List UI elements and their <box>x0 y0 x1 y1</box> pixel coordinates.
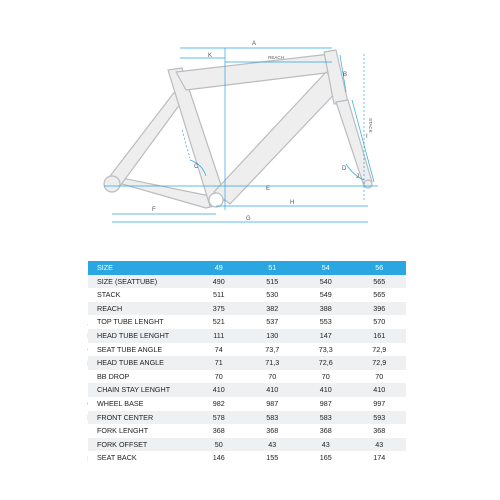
label-d: D <box>342 166 347 172</box>
row-value: 146 <box>192 451 246 465</box>
row-value: 174 <box>353 451 407 465</box>
row-value: 583 <box>246 411 300 425</box>
row-value: 111 <box>192 329 246 343</box>
row-label: HEAD TUBE LENGHT <box>88 329 192 343</box>
row-value: 570 <box>353 315 407 329</box>
down-tube <box>214 72 342 204</box>
row-value: 71,3 <box>246 356 300 370</box>
row-value: 71 <box>192 356 246 370</box>
row-value: 43 <box>299 438 353 452</box>
table-row <box>88 315 406 329</box>
row-value: 396 <box>353 302 407 316</box>
row-label: FORK LENGHT <box>88 424 192 438</box>
row-value: 155 <box>246 451 300 465</box>
row-value: 410 <box>299 383 353 397</box>
label-f: F <box>152 207 156 213</box>
table-row <box>88 424 406 438</box>
row-value: 549 <box>299 288 353 302</box>
label-a: A <box>251 41 257 47</box>
label-h: H <box>290 200 295 206</box>
label-reach: REACH <box>268 55 284 60</box>
row-value: 375 <box>192 302 246 316</box>
row-value: 511 <box>192 288 246 302</box>
row-label: BB DROP <box>88 370 192 384</box>
row-value: 368 <box>299 424 353 438</box>
row-value: 70 <box>192 370 246 384</box>
table-row <box>88 451 406 465</box>
header-size-49: 49 <box>192 261 246 275</box>
label-k: K <box>207 53 213 59</box>
label-b: B <box>343 72 348 78</box>
row-label: STACK <box>88 288 192 302</box>
row-value: 410 <box>192 383 246 397</box>
table-header-row <box>88 261 406 275</box>
row-value: 982 <box>192 397 246 411</box>
row-value: 74 <box>192 343 246 357</box>
table-row <box>88 370 406 384</box>
row-value: 987 <box>246 397 300 411</box>
label-stack: STACK <box>368 118 373 133</box>
rear-dropout <box>104 176 120 192</box>
row-value: 382 <box>246 302 300 316</box>
row-value: 368 <box>192 424 246 438</box>
row-value: 583 <box>299 411 353 425</box>
front-dropout <box>364 180 372 188</box>
row-label: SEAT TUBE ANGLE <box>88 343 192 357</box>
row-value: 578 <box>192 411 246 425</box>
bike-frame <box>104 50 372 208</box>
top-tube <box>176 54 334 90</box>
header-size-51: 51 <box>246 261 300 275</box>
label-j: J <box>356 174 359 180</box>
row-value: 540 <box>299 275 353 289</box>
row-label: FRONT CENTER <box>88 411 192 425</box>
row-label: SIZE (SEATTUBE) <box>88 275 192 289</box>
row-value: 43 <box>353 438 407 452</box>
header-size-56: 56 <box>353 261 407 275</box>
row-value: 565 <box>353 275 407 289</box>
row-value: 161 <box>353 329 407 343</box>
row-value: 72,6 <box>299 356 353 370</box>
row-value: 165 <box>299 451 353 465</box>
row-value: 515 <box>246 275 300 289</box>
row-value: 490 <box>192 275 246 289</box>
header-size-label: SIZE <box>88 261 192 275</box>
header-size-54: 54 <box>299 261 353 275</box>
row-value: 43 <box>246 438 300 452</box>
table-row <box>88 288 406 302</box>
table-row <box>88 356 406 370</box>
row-value: 530 <box>246 288 300 302</box>
row-value: 73,7 <box>246 343 300 357</box>
row-value: 70 <box>246 370 300 384</box>
table-row <box>88 329 406 343</box>
table-row <box>88 383 406 397</box>
label-g: G <box>246 216 251 222</box>
row-value: 593 <box>353 411 407 425</box>
row-value: 388 <box>299 302 353 316</box>
row-value: 410 <box>353 383 407 397</box>
label-c: C <box>194 164 199 170</box>
row-value: 72,9 <box>353 356 407 370</box>
row-label: CHAIN STAY LENGHT <box>88 383 192 397</box>
row-value: 368 <box>246 424 300 438</box>
row-label: REACH <box>88 302 192 316</box>
row-label: FORK OFFSET <box>88 438 192 452</box>
row-value: 553 <box>299 315 353 329</box>
bottom-bracket <box>209 193 223 207</box>
row-value: 410 <box>246 383 300 397</box>
row-value: 70 <box>299 370 353 384</box>
row-label: WHEEL BASE <box>88 397 192 411</box>
table-row <box>88 343 406 357</box>
row-value: 368 <box>353 424 407 438</box>
geometry-table <box>88 261 406 465</box>
row-label: TOP TUBE LENGHT <box>88 315 192 329</box>
row-value: 987 <box>299 397 353 411</box>
row-value: 147 <box>299 329 353 343</box>
seat-stay <box>104 90 186 186</box>
table-row <box>88 275 406 289</box>
row-value: 537 <box>246 315 300 329</box>
row-value: 50 <box>192 438 246 452</box>
row-value: 130 <box>246 329 300 343</box>
label-i: I <box>366 134 368 140</box>
row-value: 521 <box>192 315 246 329</box>
row-value: 997 <box>353 397 407 411</box>
table-row <box>88 302 406 316</box>
row-label: HEAD TUBE ANGLE <box>88 356 192 370</box>
label-e: E <box>266 186 271 192</box>
table-row <box>88 397 406 411</box>
table-row <box>88 438 406 452</box>
row-value: 72,9 <box>353 343 407 357</box>
row-value: 70 <box>353 370 407 384</box>
table-row <box>88 411 406 425</box>
row-value: 73,3 <box>299 343 353 357</box>
row-label: SEAT BACK <box>88 451 192 465</box>
row-value: 565 <box>353 288 407 302</box>
